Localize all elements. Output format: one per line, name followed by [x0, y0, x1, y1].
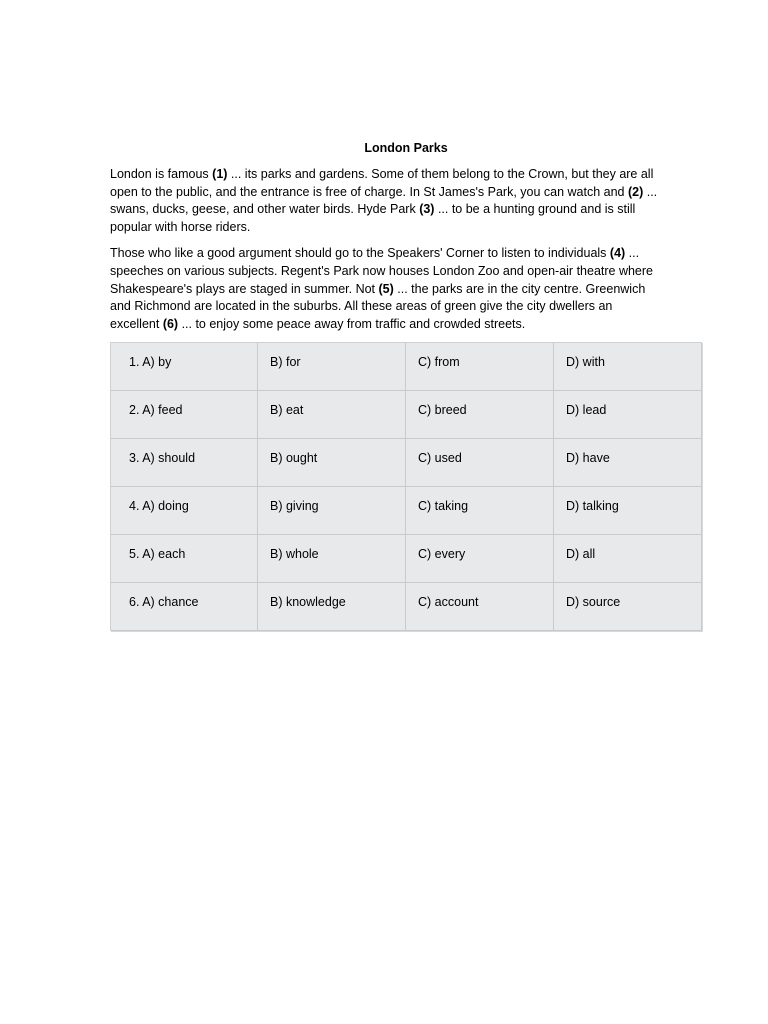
- document-title: London Parks: [364, 141, 448, 155]
- paragraph-1: [110, 166, 662, 236]
- paragraph-1-text-4: ... to be a hunting ground and is still popular with horse riders.: [110, 202, 636, 234]
- option-c-label: C) every: [418, 547, 466, 562]
- option-d-label: D) with: [566, 355, 605, 370]
- option-b-label: B) whole: [270, 547, 319, 562]
- table-row: [111, 343, 702, 391]
- gap-marker-4: (4): [609, 246, 626, 261]
- option-a-label: 1. A) by: [129, 355, 172, 370]
- paragraph-2-text-3: ... the parks are in the city centre. Greenwich and Richmond are located in the suburbs. All these areas of green give the city dwellers an excellent: [110, 281, 646, 331]
- paragraph-1-text-2: ... its parks and gardens. Some of them belong to the Crown, but they are all open to the public, and the entrance is free of charge. In St James's Park, you can watch and: [110, 167, 654, 199]
- table-row: [111, 583, 702, 631]
- option-b-label: B) eat: [270, 403, 304, 418]
- gap-marker-1: (1): [212, 167, 228, 181]
- option-cell: [258, 535, 406, 583]
- paragraph-1-text-1: London is famous: [110, 167, 213, 181]
- option-a-label: 6. A) chance: [129, 595, 199, 610]
- option-a-label: 3. A) should: [129, 451, 196, 466]
- option-cell: [554, 487, 702, 535]
- paragraph-1-text-3: ... swans, ducks, geese, and other water birds. Hyde Park: [110, 184, 658, 217]
- table-row: [111, 391, 702, 439]
- option-cell: [111, 487, 258, 535]
- option-c-label: C) breed: [418, 403, 467, 418]
- paragraph-2-text-1: Those who like a good argument should go to the Speakers' Corner to listen to individuals: [110, 246, 610, 261]
- option-b-label: B) knowledge: [270, 595, 346, 610]
- option-a-label: 2. A) feed: [129, 403, 183, 418]
- option-a-label: 4. A) doing: [129, 499, 189, 514]
- paragraph-2-text-4: ... to enjoy some peace away from traffic and crowded streets.: [178, 316, 526, 331]
- option-d-label: D) lead: [566, 403, 607, 418]
- option-cell: [554, 583, 702, 631]
- option-cell: [111, 439, 258, 487]
- document-page: [110, 140, 702, 631]
- table-row: [111, 439, 702, 487]
- option-cell: [406, 487, 554, 535]
- option-c-label: C) account: [418, 595, 479, 610]
- option-cell: [554, 391, 702, 439]
- answer-options-table: [110, 342, 702, 631]
- option-cell: [258, 583, 406, 631]
- option-c-label: C) from: [418, 355, 460, 370]
- table-row: [111, 535, 702, 583]
- option-d-label: D) talking: [566, 499, 619, 514]
- option-cell: [111, 343, 258, 391]
- option-cell: [111, 535, 258, 583]
- option-cell: [554, 343, 702, 391]
- table-row: [111, 487, 702, 535]
- option-cell: [258, 343, 406, 391]
- option-b-label: B) for: [270, 355, 301, 370]
- option-d-label: D) source: [566, 595, 621, 610]
- option-cell: [258, 439, 406, 487]
- paragraph-2: [110, 245, 662, 333]
- gap-marker-2: (2): [627, 184, 644, 199]
- paragraph-2-text-2: ... speeches on various subjects. Regent's Park now houses London Zoo and open-air theatre where Shakespeare's plays are staged in summer. Not: [110, 246, 653, 296]
- option-b-label: B) ought: [270, 451, 318, 466]
- option-cell: [258, 487, 406, 535]
- option-cell: [554, 439, 702, 487]
- gap-marker-6: (6): [162, 316, 179, 331]
- option-cell: [406, 535, 554, 583]
- option-b-label: B) giving: [270, 499, 319, 514]
- option-cell: [406, 583, 554, 631]
- option-cell: [258, 391, 406, 439]
- option-cell: [111, 391, 258, 439]
- gap-marker-3: (3): [419, 202, 435, 217]
- option-cell: [406, 391, 554, 439]
- option-a-label: 5. A) each: [129, 547, 186, 562]
- gap-marker-5: (5): [378, 281, 394, 296]
- option-d-label: D) all: [566, 547, 596, 562]
- option-cell: [554, 535, 702, 583]
- option-cell: [111, 583, 258, 631]
- option-c-label: C) used: [418, 451, 462, 466]
- option-d-label: D) have: [566, 451, 610, 466]
- option-cell: [406, 439, 554, 487]
- option-cell: [406, 343, 554, 391]
- option-c-label: C) taking: [418, 499, 469, 514]
